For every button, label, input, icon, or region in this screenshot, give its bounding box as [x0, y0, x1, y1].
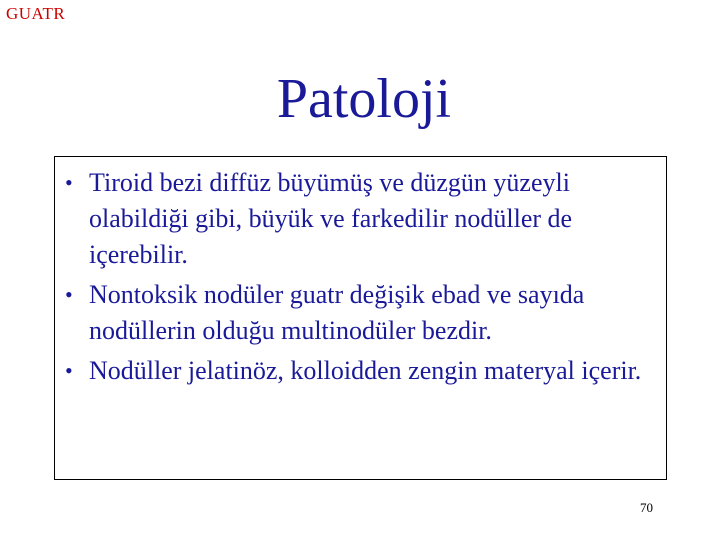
- bullet-text: Nontoksik nodüler guatr değişik ebad ve sayıda nodüllerin olduğu multinodüler bezdir.: [89, 280, 585, 345]
- bullet-item: [65, 277, 655, 349]
- corner-section-label: GUATR: [6, 4, 66, 23]
- bullet-icon: •: [65, 170, 73, 195]
- bullet-icon: •: [65, 282, 73, 307]
- bullet-icon: •: [65, 358, 73, 383]
- bullet-item: [65, 165, 655, 273]
- bullet-item: [65, 353, 655, 389]
- slide-title: Patoloji: [276, 68, 452, 130]
- bullet-list: [65, 165, 655, 393]
- content-box: [54, 156, 667, 480]
- page-number: 70: [640, 500, 653, 515]
- bullet-text: Nodüller jelatinöz, kolloidden zengin materyal içerir.: [89, 356, 642, 385]
- bullet-text: Tiroid bezi diffüz büyümüş ve düzgün yüzeyli olabildiği gibi, büyük ve farkedilir nodüller de içerebilir.: [89, 168, 573, 269]
